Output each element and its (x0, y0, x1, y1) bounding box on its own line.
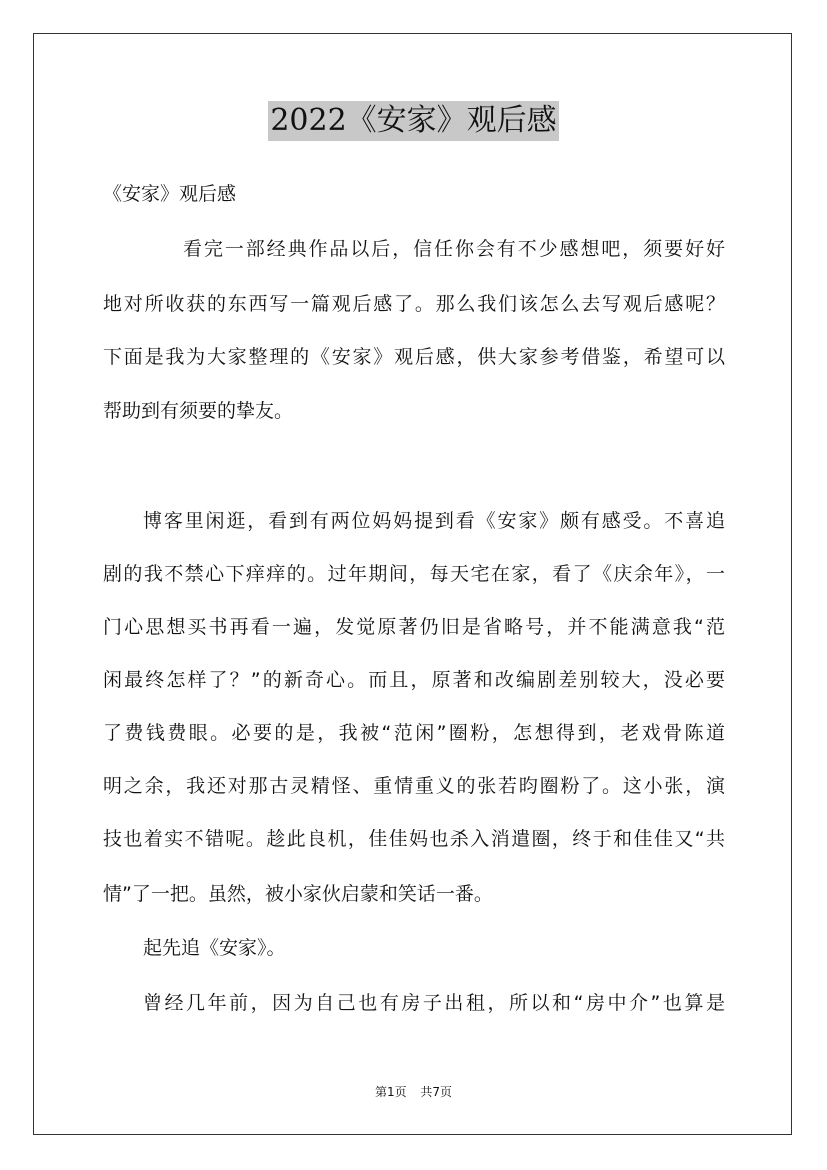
document-title: 2022《安家》观后感 (268, 101, 558, 141)
paragraph-line: 地对所收获的东西写一篇观后感了。那么我们该怎么去写观后感呢？ (103, 293, 725, 315)
paragraph-line: 下面是我为大家整理的《安家》观后感，供大家参考借鉴，希望可以 (103, 346, 725, 368)
page-footer (0, 1084, 827, 1100)
paragraph-line: 闲最终怎样了？”的新奇心。而且，原著和改编剧差别较大，没必要 (103, 669, 725, 691)
paragraph-line: 博客里闲逛，看到有两位妈妈提到看《安家》颇有感受。不喜追 (143, 510, 725, 532)
paragraph-line: 曾经几年前，因为自己也有房子出租，所以和“房中介”也算是 (143, 992, 725, 1014)
paragraph-line: 门心思想买书再看一遍，发觉原著仍旧是省略号，并不能满意我“范 (103, 616, 725, 638)
paragraph-line: 明之余，我还对那古灵精怪、重情重义的张若昀圈粉了。这小张，演 (103, 775, 725, 797)
paragraph-line: 看完一部经典作品以后，信任你会有不少感想吧，须要好好 (183, 238, 725, 260)
page-number: 第1页 (374, 1085, 407, 1099)
paragraph-line: 剧的我不禁心下痒痒的。过年期间，每天宅在家，看了《庆余年》，一 (103, 563, 725, 585)
paragraph-line: 情”了一把。虽然，被小家伙启蒙和笑话一番。 (103, 883, 493, 905)
page-total: 共7页 (420, 1085, 453, 1099)
paragraph-line: 帮助到有须要的挚友。 (103, 400, 294, 422)
paragraph-line: 起先追《安家》。 (143, 937, 286, 959)
title-container (0, 101, 827, 141)
paragraph-line: 技也着实不错呢。趁此良机，佳佳妈也杀入消遣圈，终于和佳佳又“共 (103, 828, 725, 850)
paragraph-line: 了费钱费眼。必要的是，我被“范闲”圈粉，怎想得到，老戏骨陈道 (103, 722, 725, 744)
document-subtitle: 《安家》观后感 (103, 183, 237, 205)
